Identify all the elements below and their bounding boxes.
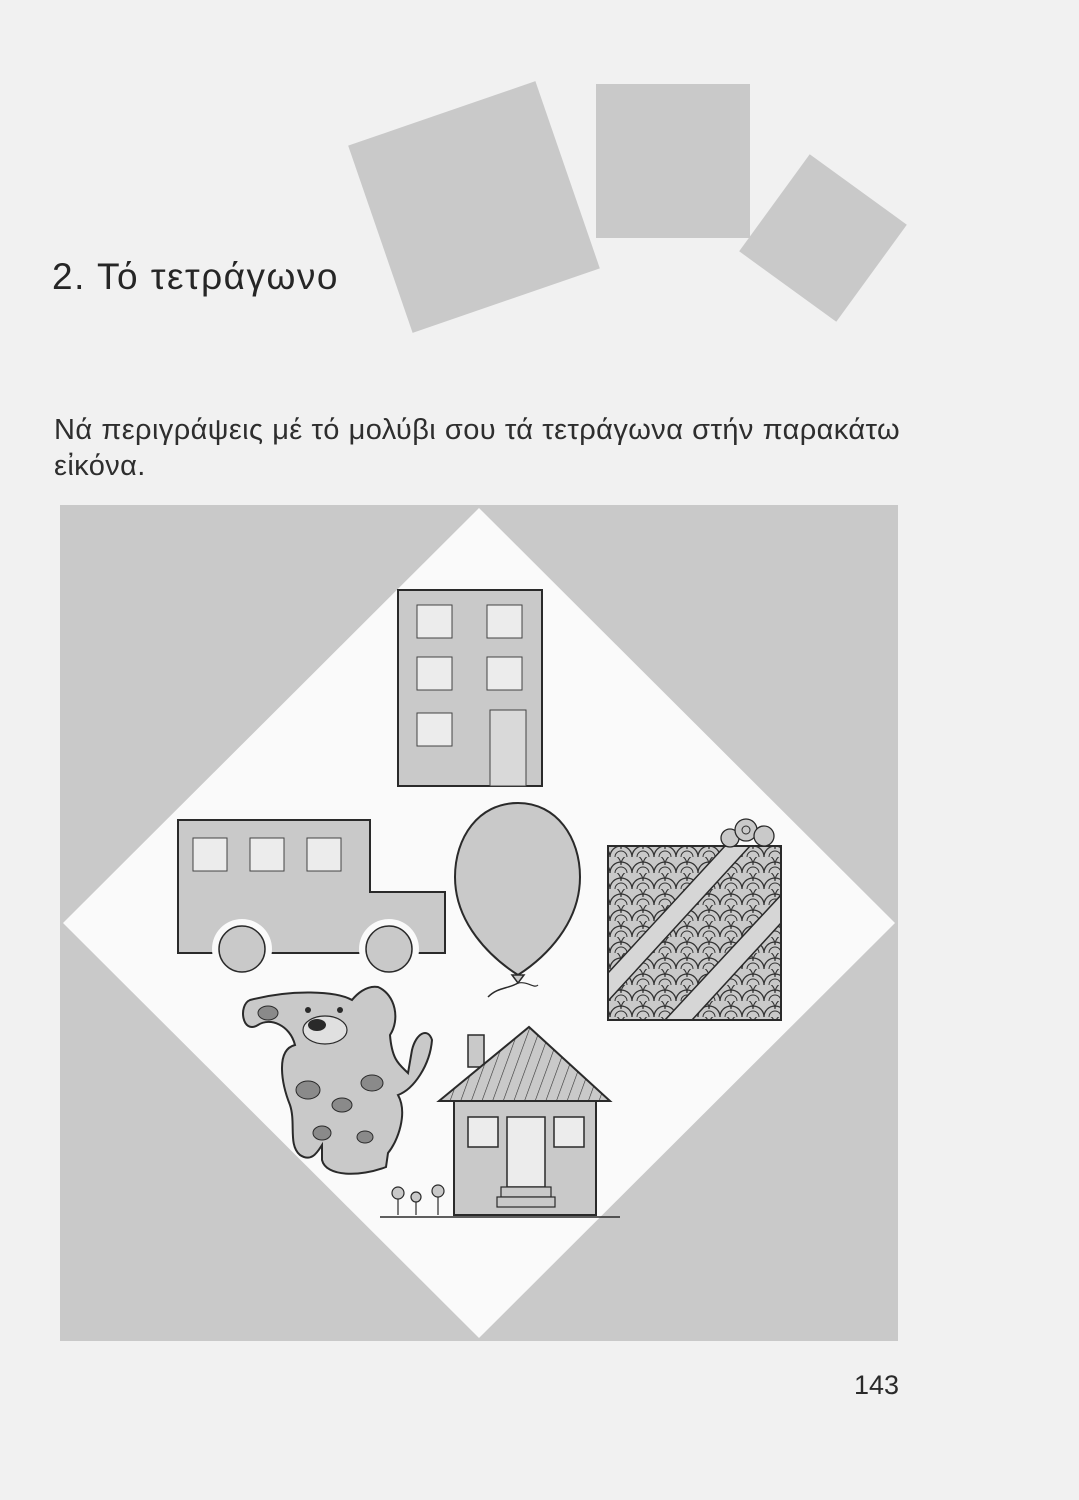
instruction-text: Νά περιγράψεις μέ τό μολύβι σου τά τετράγωνα στήν παρακάτω εἰκόνα. — [54, 414, 900, 482]
tilted-large-square — [348, 81, 600, 333]
tilted-small-square — [739, 154, 907, 322]
section-title: 2. Τό τετράγωνο — [52, 256, 339, 297]
gift-box-icon — [608, 819, 781, 1020]
page-number: 143 — [854, 1370, 900, 1400]
upright-square — [596, 84, 750, 238]
building-icon — [398, 590, 542, 786]
squares-illustration — [60, 505, 898, 1341]
